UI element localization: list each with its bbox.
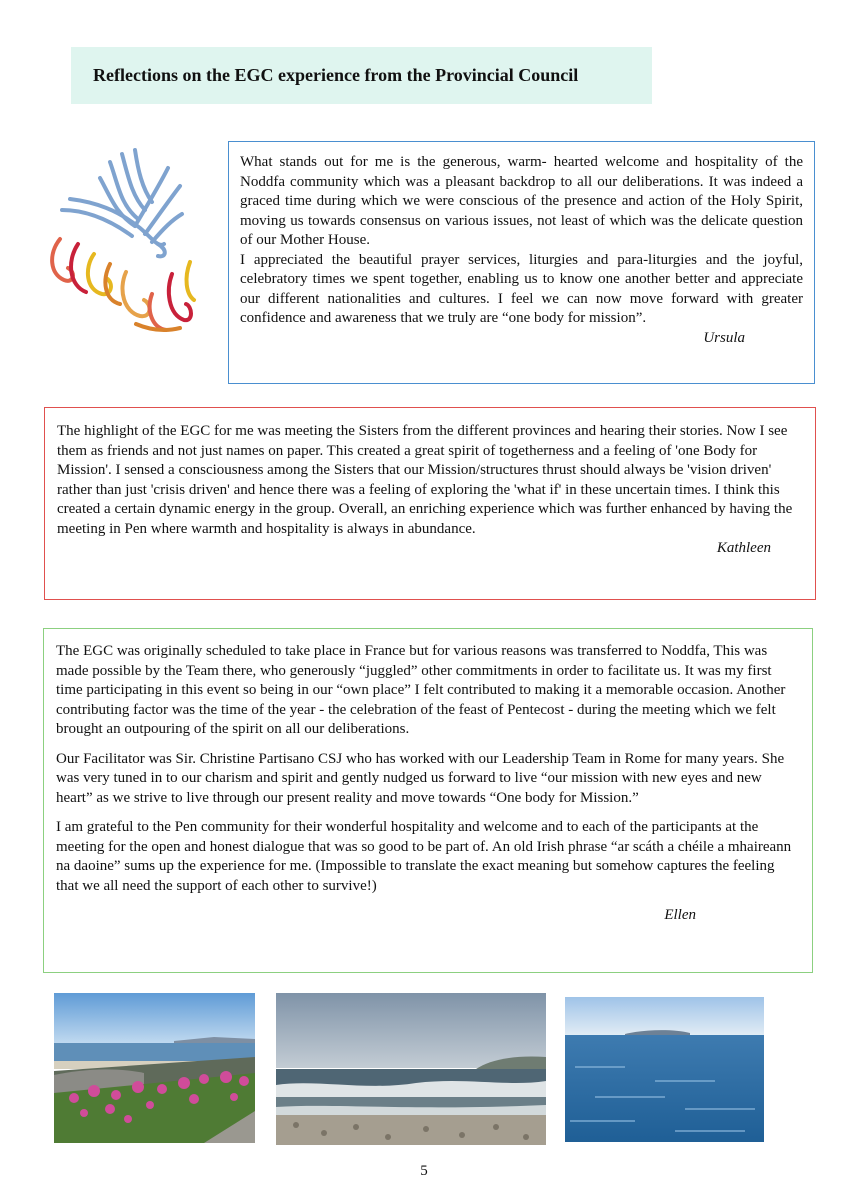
reflection-paragraph: The EGC was originally scheduled to take place in France but for various reasons was transferred to Noddfa, This was made possible by the Team there, who generously “juggled” other commitments in order to facilitate us. It was my first time participating in this event so being in our “own place” I felt contributed to making it a memorable occasion. Another contributing factor was the time of the year - the celebration of the feast of Pentecost - during the meeting which we felt brought an outpouring of the spirit on all our deliberations. [56,643,786,737]
reflection-author: Kathleen [716,540,771,556]
reflection-paragraph: What stands out for me is the generous, warm- hearted welcome and hospitality of the Noddfa community which was a pleasant backdrop to all our deliberations. It was indeed a graced time during which we were conscious of the presence and action of the Holy Spirit, moving us towards consensus on various issues, not least of which was the delicate question of our Mother House. [240,154,803,248]
reflection-paragraph: I appreciated the beautiful prayer services, liturgies and para-liturgies and the joyful, celebratory times we spent together, enabling us to know one another better and appreciate our different nationalities and cultures. I feel we can now move forward with greater confidence and awareness that we truly are “one body for mission”. [240,251,803,326]
title-banner [71,47,652,104]
reflection-paragraph: Our Facilitator was Sir. Christine Partisano CSJ who has worked with our Leadership Team in Rome for many years. She was very tuned in to our charism and spirit and gently nudged us forward to live “our mission with new eyes and new heart” as we strive to live through our present reality and move towards “One body for Mission.” [56,750,785,806]
reflection-ellen [43,628,813,973]
reflection-paragraph: I am grateful to the Pen community for their wonderful hospitality and welcome and to each of the participants at the meeting for the open and honest dialogue that was so good to be part of. An old Irish phrase “ar scáth a chéile a mhaireann na daoine” sums up the experience for me. (Impossible to translate the exact meaning but somehow captures the feeling that we all need the support of each other to survive!) [56,819,792,894]
calm-blue-sea-photo [565,997,764,1142]
page-number: 5 [420,1163,428,1179]
reflection-paragraph: The highlight of the EGC for me was meeting the Sisters from the different provinces and hearing their stories. Now I see them as friends and not just names on paper. This created a great spirit of togetherness and a feeling of 'one Body for Mission'. I sensed a consciousness among the Sisters that our Mission/structures thrust should always be 'vision driven' rather than just 'crisis driven' and hence there was a feeling of exploring the 'what if' in these uncertain times. I think this created a certain dynamic energy in the group. Overall, an enriching experience which was further enhanced by having the meeting in Pen where warmth and hospitality is always in abundance. [57,423,793,537]
dove-icon [40,144,200,340]
reflection-author: Ellen [664,907,696,923]
page-title: Reflections on the EGC experience from the Provincial Council [93,65,579,85]
dove-flame-logo [40,144,200,340]
reflection-kathleen [44,407,816,600]
reflection-author: Ursula [703,329,745,346]
reflection-ursula [228,141,815,384]
stormy-waves-beach-photo [276,993,546,1145]
seafront-flowers-photo [54,993,255,1143]
